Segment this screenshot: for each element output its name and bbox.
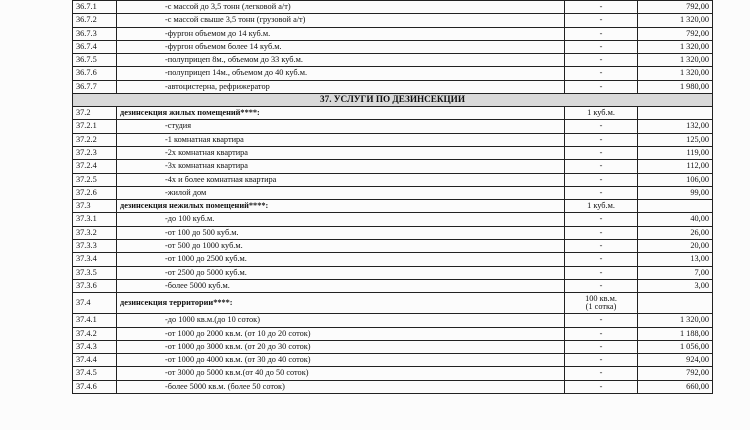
row-name: -1 комнатная квартира <box>117 133 565 146</box>
group-unit: 1 куб.м. <box>565 107 638 120</box>
table-row <box>73 67 713 80</box>
row-unit: - <box>565 133 638 146</box>
row-price: 924,00 <box>638 354 713 367</box>
group-unit-line-1: 100 кв.м. <box>585 293 617 303</box>
table-row <box>73 367 713 380</box>
table-row <box>73 266 713 279</box>
row-code: 37.2.2 <box>73 133 117 146</box>
row-name: -полуприцеп 14м., объемом до 40 куб.м. <box>117 67 565 80</box>
table-row <box>73 1 713 14</box>
table-row <box>73 186 713 199</box>
row-price: 40,00 <box>638 213 713 226</box>
row-name: -4х и более комнатная квартира <box>117 173 565 186</box>
row-price: 1 320,00 <box>638 67 713 80</box>
row-code: 37.3.3 <box>73 240 117 253</box>
table-row <box>73 40 713 53</box>
row-code: 36.7.5 <box>73 54 117 67</box>
group-header-row <box>73 293 713 314</box>
row-code: 36.7.4 <box>73 40 117 53</box>
row-price: 20,00 <box>638 240 713 253</box>
group-name: дезинсекция территории****: <box>117 293 565 314</box>
row-name: -полуприцеп 8м., объемом до 33 куб.м. <box>117 54 565 67</box>
row-unit: - <box>565 186 638 199</box>
row-code: 36.7.7 <box>73 80 117 93</box>
row-code: 37.3.6 <box>73 279 117 292</box>
group-unit-line-2: (1 сотка) <box>585 302 617 312</box>
row-code: 37.3.4 <box>73 253 117 266</box>
row-code: 37.2.6 <box>73 186 117 199</box>
group-code: 37.2 <box>73 107 117 120</box>
row-code: 36.7.1 <box>73 1 117 14</box>
row-price: 3,00 <box>638 279 713 292</box>
row-name: -от 100 до 500 куб.м. <box>117 226 565 239</box>
row-code: 37.3.1 <box>73 213 117 226</box>
row-unit: - <box>565 367 638 380</box>
table-row <box>73 240 713 253</box>
row-code: 37.4.6 <box>73 380 117 393</box>
row-price: 660,00 <box>638 380 713 393</box>
table-row <box>73 253 713 266</box>
row-price: 7,00 <box>638 266 713 279</box>
row-code: 37.2.3 <box>73 146 117 159</box>
table-row <box>73 226 713 239</box>
row-name: -от 1000 до 3000 кв.м. (от 20 до 30 соток) <box>117 340 565 353</box>
row-name: -от 3000 до 5000 кв.м.(от 40 до 50 соток) <box>117 367 565 380</box>
row-name: -более 5000 кв.м. (более 50 соток) <box>117 380 565 393</box>
table-row <box>73 173 713 186</box>
row-name: -студия <box>117 120 565 133</box>
row-name: -от 1000 до 2000 кв.м. (от 10 до 20 соток) <box>117 327 565 340</box>
section-header-row <box>73 94 713 107</box>
row-code: 37.2.5 <box>73 173 117 186</box>
section-title: 37. УСЛУГИ ПО ДЕЗИНСЕКЦИИ <box>73 94 713 107</box>
group-name: дезинсекция нежилых помещений****: <box>117 200 565 213</box>
row-name: -с массой свыше 3,5 тонн (грузовой а/т) <box>117 14 565 27</box>
row-price: 119,00 <box>638 146 713 159</box>
row-unit: - <box>565 54 638 67</box>
row-price: 792,00 <box>638 27 713 40</box>
group-header-row <box>73 107 713 120</box>
row-price: 1 980,00 <box>638 80 713 93</box>
row-price: 1 056,00 <box>638 340 713 353</box>
group-code: 37.4 <box>73 293 117 314</box>
row-price: 1 320,00 <box>638 14 713 27</box>
row-price: 1 320,00 <box>638 314 713 327</box>
row-price: 132,00 <box>638 120 713 133</box>
row-unit: - <box>565 67 638 80</box>
row-code: 37.2.4 <box>73 160 117 173</box>
group-price <box>638 293 713 314</box>
table-row <box>73 54 713 67</box>
row-price: 99,00 <box>638 186 713 199</box>
group-name: дезинсекция жилых помещений****: <box>117 107 565 120</box>
row-unit: - <box>565 27 638 40</box>
row-name: -от 1000 до 2500 куб.м. <box>117 253 565 266</box>
row-code: 36.7.6 <box>73 67 117 80</box>
row-price: 125,00 <box>638 133 713 146</box>
row-unit: - <box>565 226 638 239</box>
row-code: 37.4.5 <box>73 367 117 380</box>
table-row <box>73 279 713 292</box>
row-price: 1 188,00 <box>638 327 713 340</box>
row-unit: - <box>565 1 638 14</box>
row-unit: - <box>565 354 638 367</box>
row-price: 112,00 <box>638 160 713 173</box>
table-row <box>73 380 713 393</box>
row-price: 106,00 <box>638 173 713 186</box>
row-code: 37.2.1 <box>73 120 117 133</box>
row-price: 792,00 <box>638 1 713 14</box>
group-header-row <box>73 200 713 213</box>
table-row <box>73 327 713 340</box>
table-row <box>73 27 713 40</box>
row-code: 37.4.1 <box>73 314 117 327</box>
row-unit: - <box>565 146 638 159</box>
row-name: -фургон объемом до 14 куб.м. <box>117 27 565 40</box>
group-code: 37.3 <box>73 200 117 213</box>
row-name: -жилой дом <box>117 186 565 199</box>
row-unit: - <box>565 314 638 327</box>
price-table <box>72 0 713 394</box>
group-price <box>638 107 713 120</box>
row-unit: - <box>565 327 638 340</box>
row-name: -автоцистерна, рефрижератор <box>117 80 565 93</box>
row-name: -до 100 куб.м. <box>117 213 565 226</box>
group-unit: 1 куб.м. <box>565 200 638 213</box>
row-code: 36.7.2 <box>73 14 117 27</box>
row-code: 37.4.4 <box>73 354 117 367</box>
row-code: 37.4.3 <box>73 340 117 353</box>
row-name: -2х комнатная квартира <box>117 146 565 159</box>
row-price: 1 320,00 <box>638 40 713 53</box>
row-unit: - <box>565 279 638 292</box>
row-name: -от 500 до 1000 куб.м. <box>117 240 565 253</box>
row-code: 37.3.2 <box>73 226 117 239</box>
group-unit <box>565 293 638 314</box>
row-code: 36.7.3 <box>73 27 117 40</box>
table-row <box>73 354 713 367</box>
row-unit: - <box>565 173 638 186</box>
table-row <box>73 314 713 327</box>
row-unit: - <box>565 266 638 279</box>
table-row <box>73 213 713 226</box>
row-unit: - <box>565 380 638 393</box>
table-row <box>73 120 713 133</box>
row-unit: - <box>565 160 638 173</box>
table-row <box>73 133 713 146</box>
row-unit: - <box>565 120 638 133</box>
row-name: -3х комнатная квартира <box>117 160 565 173</box>
row-price: 1 320,00 <box>638 54 713 67</box>
table-row <box>73 160 713 173</box>
row-price: 13,00 <box>638 253 713 266</box>
row-unit: - <box>565 240 638 253</box>
row-unit: - <box>565 80 638 93</box>
table-row <box>73 14 713 27</box>
row-code: 37.3.5 <box>73 266 117 279</box>
row-unit: - <box>565 14 638 27</box>
row-unit: - <box>565 253 638 266</box>
row-name: -от 2500 до 5000 куб.м. <box>117 266 565 279</box>
row-code: 37.4.2 <box>73 327 117 340</box>
row-unit: - <box>565 213 638 226</box>
row-name: -до 1000 кв.м.(до 10 соток) <box>117 314 565 327</box>
table-row <box>73 340 713 353</box>
row-price: 792,00 <box>638 367 713 380</box>
row-name: -от 1000 до 4000 кв.м. (от 30 до 40 соток) <box>117 354 565 367</box>
row-unit: - <box>565 340 638 353</box>
row-price: 26,00 <box>638 226 713 239</box>
group-price <box>638 200 713 213</box>
table-row <box>73 146 713 159</box>
row-name: -с массой до 3,5 тонн (легковой а/т) <box>117 1 565 14</box>
row-name: -фургон объемом более 14 куб.м. <box>117 40 565 53</box>
table-row <box>73 80 713 93</box>
row-name: -более 5000 куб.м. <box>117 279 565 292</box>
row-unit: - <box>565 40 638 53</box>
